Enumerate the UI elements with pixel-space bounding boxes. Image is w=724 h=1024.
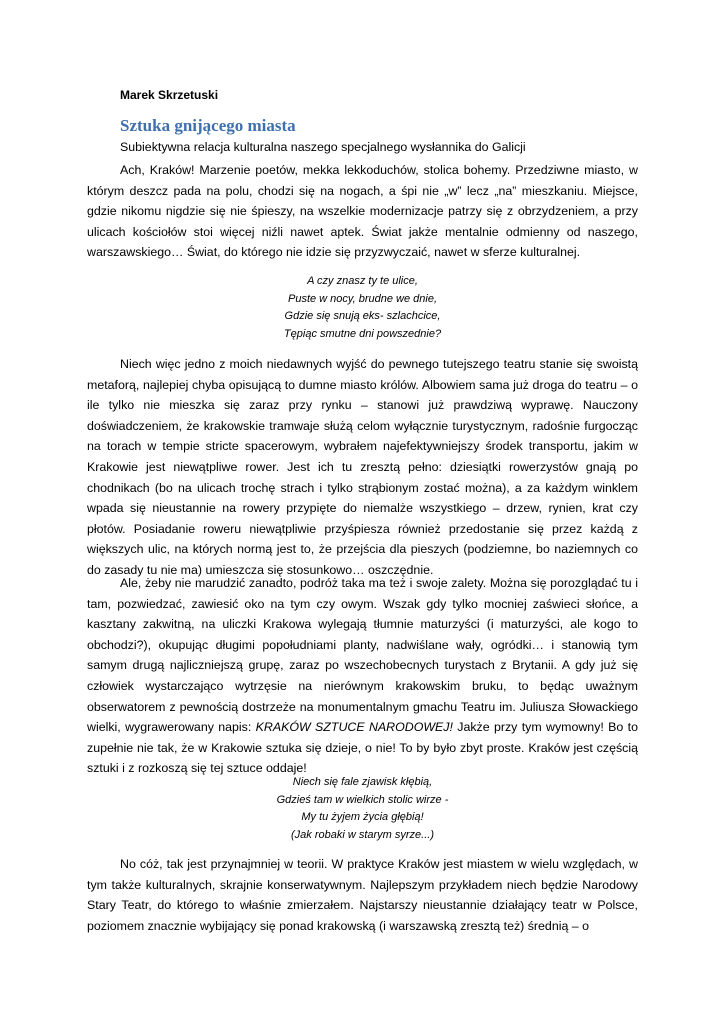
poem-line: A czy znasz ty te ulice,	[307, 275, 418, 287]
paragraph-advantages	[87, 573, 638, 779]
paragraph-journey: Niech więc jedno z moich niedawnych wyjść do pewnego tutejszego teatru stanie się swoistą metaforą, najlepiej chyba opisującą to dumne miasto królów. Albowiem sama już droga do teatru – o ile tylko nie mieszka się zaraz przy rynku – stanowi już prawdziwą wyprawę. Nauczony doświadczeniem, że krakowskie tramwaje służą celom wyłącznie turystycznym, radośnie furgocząc na torach w tempie stricte spacerowym, wybrałem najefektywniejszy środek transportu, jakim w Krakowie jest niewątpliwe rower. Jest ich tu zresztą pełno: dziesiątki rowerzystów gnają po chodnikach (bo na ulicach trochę strach i tylko strąbionym zostać można), a za każdym winklem wpada się nieustannie na rowery przypięte do niemalże wszystkiego – drzew, rynien, krat czy płotów. Posiadanie roweru niewątpliwie przyśpiesza również przedostanie się przez każdą z większych ulic, na których normą jest to, że przejścia dla pieszych (podziemne, bo naziemnych co do zasady tu nie ma) umieszcza się stosunkowo… oszczędnie.	[87, 357, 638, 577]
poem-line: Gdzieś tam w wielkich stolic wirze -	[276, 793, 449, 806]
poem-line: (Jak robaki w starym syrze...)	[290, 828, 435, 841]
poem-stanza-2	[87, 774, 638, 844]
paragraph-intro: Ach, Kraków! Marzenie poetów, mekka lekkoduchów, stolica bohemy. Przedziwne miasto, w którym deszcz pada na polu, chodzi się na nogach, a śpi nie „w” lecz „na” mieszkaniu. Miejsce, gdzie nikomu nigdzie się nie śpieszy, na wszelkie modernizacje patrzy się z obrzydzeniem, a przy ulicach kościołów stoi więcej niźli nawet aptek. Świat jakże mentalnie odmienny od naszego, warszawskiego… Świat, do którego nie idzie się przyzwyczaić, nawet w sferze kulturalnej.	[87, 163, 638, 260]
author-name: Marek Skrzetuski	[120, 88, 219, 102]
poem-line: Tępiąc smutne dni powszednie?	[283, 327, 442, 340]
paragraph-theatre: No cóż, tak jest przynajmniej w teorii. W praktyce Kraków jest miastem w wielu względach, w tym także kulturalnych, skrajnie konserwatywnym. Najlepszym przykładem niech będzie Narodowy Stary Teatr, do którego to właśnie zmierzałem. Najstarszy nieustannie działający teatr w Polsce, poziomem znacznie wybijający się ponad krakowską (i warszawską zresztą też) średnią – o	[87, 857, 638, 933]
poem-stanza-1	[87, 273, 638, 343]
poem-line: Puste w nocy, brudne we dnie,	[288, 292, 437, 305]
paragraph-text: Jakże przy tym wymowny! Bo to zupełnie nie tak, że w Krakowie sztuka się dzieje, o nie! To by było zbyt proste. Kraków jest częścią sztuki i z rozkoszą się tej sztuce oddaje!	[87, 720, 638, 776]
inscription-text: KRAKÓW SZTUCE NARODOWEJ!	[255, 720, 453, 735]
paragraph-text: Ale, żeby nie marudzić zanadto, podróż taka ma też i swoje zalety. Można się porozglądać tu i tam, pozwiedzać, zawiesić oko na tym czy owym. Wszak gdy tylko mocniej zaświeci słońce, a kasztany zakwitną, na uliczki Krakowa wylegają tłumnie maturzyści (i maturzyści, ale kogo to obchodzi?), okupując długimi popołudniami planty, nadwiślane wały, ogródki… i stanowią tym samym drugą najliczniejszą grupę, zaraz po wszechobecnych turystach z Brytanii. A gdy już się człowiek wystarczająco wytrzęsie na nierównym krakowskim bruku, to będąc uważnym obserwatorem z pewnością dostrzeże na monumentalnym gmachu Teatru im. Juliusza Słowackiego wielki, wygrawerowany napis:	[87, 576, 638, 735]
poem-line: My tu żyjem życia głębią!	[301, 811, 424, 823]
poem-line: Gdzie się snują eks- szlachcice,	[284, 310, 441, 322]
poem-line: Niech się fale zjawisk kłębią,	[292, 776, 433, 788]
article-title: Sztuka gnijącego miasta	[120, 116, 296, 135]
article-subtitle: Subiektywna relacja kulturalna naszego specjalnego wysłannika do Galicji	[120, 140, 526, 154]
